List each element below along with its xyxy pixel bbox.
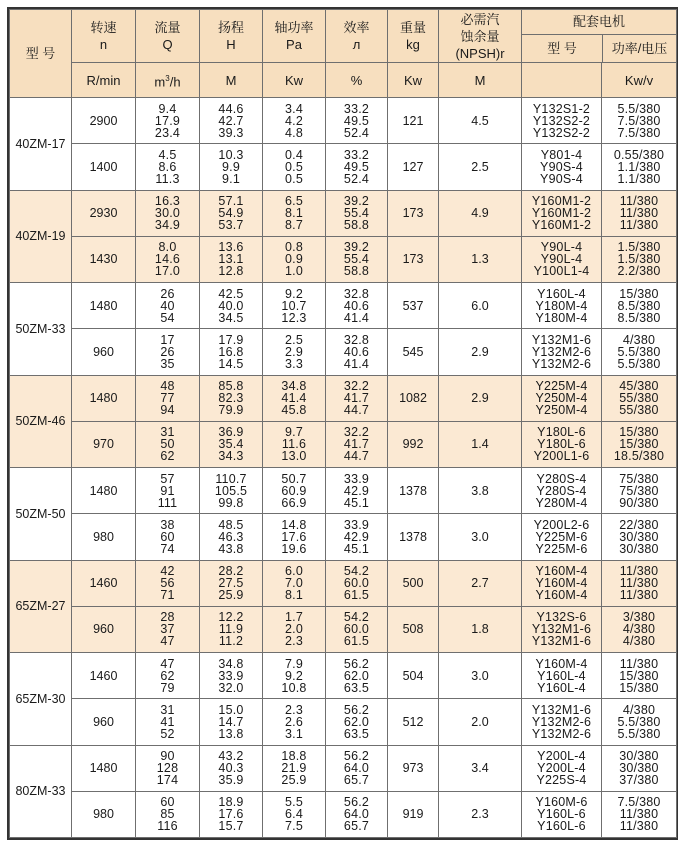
- table-row: [10, 144, 677, 190]
- head-cell: 43.2 40.3 35.9: [200, 745, 263, 791]
- npsh-cell: 4.9: [439, 190, 522, 236]
- table-row: [10, 699, 677, 745]
- speed-cell: 980: [72, 514, 136, 560]
- header-motor-power: 功率/电压: [611, 41, 668, 56]
- model-cell: 65ZM-30: [10, 653, 72, 746]
- motor-power-cell: 7.5/380 11/380 11/380: [602, 791, 677, 837]
- motor-model-cell: Y160M-4 Y160L-4 Y160L-4: [522, 653, 602, 699]
- motor-model-cell: Y132S-6 Y132M1-6 Y132M1-6: [522, 606, 602, 652]
- unit-head: M: [200, 63, 263, 98]
- unit-shaft-power: Kw: [263, 63, 326, 98]
- weight-cell: 1082: [388, 375, 439, 421]
- speed-cell: 970: [72, 421, 136, 467]
- npsh-cell: 2.9: [439, 329, 522, 375]
- table-header: [10, 10, 677, 98]
- efficiency-cell: 54.2 60.0 61.5: [326, 606, 388, 652]
- speed-cell: 960: [72, 606, 136, 652]
- npsh-cell: 6.0: [439, 283, 522, 329]
- shaft-power-cell: 1.7 2.0 2.3: [263, 606, 326, 652]
- header-speed: 转速 n: [72, 10, 136, 63]
- shaft-power-cell: 6.5 8.1 8.7: [263, 190, 326, 236]
- header-motor-title: 配套电机: [522, 10, 676, 35]
- head-cell: 36.9 35.4 34.3: [200, 421, 263, 467]
- weight-cell: 121: [388, 98, 439, 144]
- efficiency-cell: 33.2 49.5 52.4: [326, 144, 388, 190]
- unit-efficiency: %: [326, 63, 388, 98]
- motor-power-cell: 11/380 11/380 11/380: [602, 190, 677, 236]
- npsh-cell: 4.5: [439, 98, 522, 144]
- unit-weight: Kw: [388, 63, 439, 98]
- table-row: [10, 791, 677, 837]
- flow-cell: 17 26 35: [136, 329, 200, 375]
- speed-cell: 1480: [72, 375, 136, 421]
- motor-power-cell: 11/380 11/380 11/380: [602, 560, 677, 606]
- shaft-power-cell: 7.9 9.2 10.8: [263, 653, 326, 699]
- motor-power-cell: 5.5/380 7.5/380 7.5/380: [602, 98, 677, 144]
- shaft-power-cell: 6.0 7.0 8.1: [263, 560, 326, 606]
- head-cell: 28.2 27.5 25.9: [200, 560, 263, 606]
- head-cell: 44.6 42.7 39.3: [200, 98, 263, 144]
- head-cell: 17.9 16.8 14.5: [200, 329, 263, 375]
- motor-power-cell: 1.5/380 1.5/380 2.2/380: [602, 236, 677, 282]
- head-cell: 13.6 13.1 12.8: [200, 236, 263, 282]
- motor-model-cell: Y160M-6 Y160L-6 Y160L-6: [522, 791, 602, 837]
- efficiency-cell: 56.2 64.0 65.7: [326, 791, 388, 837]
- head-cell: 18.9 17.6 15.7: [200, 791, 263, 837]
- table-row: [10, 468, 677, 514]
- npsh-cell: 3.8: [439, 468, 522, 514]
- motor-power-cell: 3/380 4/380 4/380: [602, 606, 677, 652]
- weight-cell: 508: [388, 606, 439, 652]
- motor-power-cell: 22/380 30/380 30/380: [602, 514, 677, 560]
- shaft-power-cell: 34.8 41.4 45.8: [263, 375, 326, 421]
- model-cell: 80ZM-33: [10, 745, 72, 838]
- model-cell: 65ZM-27: [10, 560, 72, 653]
- flow-cell: 4.5 8.6 11.3: [136, 144, 200, 190]
- shaft-power-cell: 9.2 10.7 12.3: [263, 283, 326, 329]
- weight-cell: 500: [388, 560, 439, 606]
- motor-power-cell: 4/380 5.5/380 5.5/380: [602, 699, 677, 745]
- flow-cell: 48 77 94: [136, 375, 200, 421]
- motor-model-cell: Y200L-4 Y200L-4 Y225S-4: [522, 745, 602, 791]
- speed-cell: 2930: [72, 190, 136, 236]
- motor-model-cell: Y200L2-6 Y225M-6 Y225M-6: [522, 514, 602, 560]
- weight-cell: 537: [388, 283, 439, 329]
- efficiency-cell: 33.9 42.9 45.1: [326, 514, 388, 560]
- motor-model-cell: Y132M1-6 Y132M2-6 Y132M2-6: [522, 699, 602, 745]
- flow-cell: 57 91 111: [136, 468, 200, 514]
- motor-power-cell: 15/380 15/380 18.5/380: [602, 421, 677, 467]
- motor-model-cell: Y160L-4 Y180M-4 Y180M-4: [522, 283, 602, 329]
- weight-cell: 919: [388, 791, 439, 837]
- motor-model-cell: Y180L-6 Y180L-6 Y200L1-6: [522, 421, 602, 467]
- speed-cell: 2900: [72, 98, 136, 144]
- flow-cell: 9.4 17.9 23.4: [136, 98, 200, 144]
- weight-cell: 173: [388, 190, 439, 236]
- npsh-cell: 1.3: [439, 236, 522, 282]
- motor-power-cell: 75/380 75/380 90/380: [602, 468, 677, 514]
- efficiency-cell: 33.2 49.5 52.4: [326, 98, 388, 144]
- weight-cell: 512: [388, 699, 439, 745]
- table-row: [10, 653, 677, 699]
- speed-cell: 1480: [72, 468, 136, 514]
- speed-cell: 1400: [72, 144, 136, 190]
- pump-spec-table: [9, 9, 677, 838]
- table-row: [10, 514, 677, 560]
- npsh-cell: 2.9: [439, 375, 522, 421]
- model-cell: 50ZM-50: [10, 468, 72, 561]
- header-shaft-power: 轴功率 Pa: [263, 10, 326, 63]
- table-row: [10, 606, 677, 652]
- motor-power-cell: 45/380 55/380 55/380: [602, 375, 677, 421]
- flow-cell: 42 56 71: [136, 560, 200, 606]
- header-efficiency: 效率 л: [326, 10, 388, 63]
- flow-cell: 47 62 79: [136, 653, 200, 699]
- flow-cell: 31 41 52: [136, 699, 200, 745]
- efficiency-cell: 33.9 42.9 45.1: [326, 468, 388, 514]
- speed-cell: 1460: [72, 653, 136, 699]
- efficiency-cell: 56.2 62.0 63.5: [326, 653, 388, 699]
- motor-model-cell: Y225M-4 Y250M-4 Y250M-4: [522, 375, 602, 421]
- npsh-cell: 1.8: [439, 606, 522, 652]
- efficiency-cell: 32.2 41.7 44.7: [326, 375, 388, 421]
- table-row: [10, 375, 677, 421]
- head-cell: 15.0 14.7 13.8: [200, 699, 263, 745]
- header-flow: 流量 Q: [136, 10, 200, 63]
- head-cell: 12.2 11.9 11.2: [200, 606, 263, 652]
- motor-model-cell: Y160M1-2 Y160M1-2 Y160M1-2: [522, 190, 602, 236]
- shaft-power-cell: 3.4 4.2 4.8: [263, 98, 326, 144]
- efficiency-cell: 32.2 41.7 44.7: [326, 421, 388, 467]
- table-row: [10, 421, 677, 467]
- unit-speed: R/min: [72, 63, 136, 98]
- motor-power-cell: 0.55/380 1.1/380 1.1/380: [602, 144, 677, 190]
- head-cell: 42.5 40.0 34.5: [200, 283, 263, 329]
- table-body: [10, 98, 677, 838]
- shaft-power-cell: 0.8 0.9 1.0: [263, 236, 326, 282]
- flow-cell: 28 37 47: [136, 606, 200, 652]
- head-cell: 10.3 9.9 9.1: [200, 144, 263, 190]
- motor-power-cell: 4/380 5.5/380 5.5/380: [602, 329, 677, 375]
- efficiency-cell: 32.8 40.6 41.4: [326, 283, 388, 329]
- model-cell: 50ZM-46: [10, 375, 72, 468]
- motor-power-cell: 11/380 15/380 15/380: [602, 653, 677, 699]
- efficiency-cell: 39.2 55.4 58.8: [326, 190, 388, 236]
- npsh-cell: 2.5: [439, 144, 522, 190]
- model-cell: 50ZM-33: [10, 283, 72, 376]
- table-row: [10, 98, 677, 144]
- speed-cell: 1460: [72, 560, 136, 606]
- npsh-cell: 3.0: [439, 514, 522, 560]
- efficiency-cell: 32.8 40.6 41.4: [326, 329, 388, 375]
- npsh-cell: 2.7: [439, 560, 522, 606]
- motor-model-cell: Y160M-4 Y160M-4 Y160M-4: [522, 560, 602, 606]
- flow-cell: 26 40 54: [136, 283, 200, 329]
- flow-cell: 60 85 116: [136, 791, 200, 837]
- table-row: [10, 560, 677, 606]
- efficiency-cell: 39.2 55.4 58.8: [326, 236, 388, 282]
- unit-npsh: M: [439, 63, 522, 98]
- table-row: [10, 329, 677, 375]
- shaft-power-cell: 2.3 2.6 3.1: [263, 699, 326, 745]
- header-npsh: 必需汽 蚀余量 (NPSH)r: [439, 10, 522, 63]
- motor-power-cell: 15/380 8.5/380 8.5/380: [602, 283, 677, 329]
- npsh-cell: 3.4: [439, 745, 522, 791]
- speed-cell: 960: [72, 699, 136, 745]
- shaft-power-cell: 18.8 21.9 25.9: [263, 745, 326, 791]
- shaft-power-cell: 14.8 17.6 19.6: [263, 514, 326, 560]
- flow-cell: 38 60 74: [136, 514, 200, 560]
- head-cell: 85.8 82.3 79.9: [200, 375, 263, 421]
- speed-cell: 960: [72, 329, 136, 375]
- flow-cell: 16.3 30.0 34.9: [136, 190, 200, 236]
- unit-motor-power: Kw/v: [602, 63, 677, 98]
- head-cell: 110.7 105.5 99.8: [200, 468, 263, 514]
- shaft-power-cell: 0.4 0.5 0.5: [263, 144, 326, 190]
- weight-cell: 545: [388, 329, 439, 375]
- weight-cell: 1378: [388, 514, 439, 560]
- table-row: [10, 236, 677, 282]
- motor-model-cell: Y801-4 Y90S-4 Y90S-4: [522, 144, 602, 190]
- motor-power-cell: 30/380 30/380 37/380: [602, 745, 677, 791]
- motor-model-cell: Y132S1-2 Y132S2-2 Y132S2-2: [522, 98, 602, 144]
- shaft-power-cell: 9.7 11.6 13.0: [263, 421, 326, 467]
- weight-cell: 973: [388, 745, 439, 791]
- motor-model-cell: Y280S-4 Y280S-4 Y280M-4: [522, 468, 602, 514]
- unit-motor-model: [522, 63, 602, 98]
- weight-cell: 504: [388, 653, 439, 699]
- table-row: [10, 745, 677, 791]
- shaft-power-cell: 50.7 60.9 66.9: [263, 468, 326, 514]
- speed-cell: 1480: [72, 745, 136, 791]
- flow-cell: 8.0 14.6 17.0: [136, 236, 200, 282]
- head-cell: 48.5 46.3 43.8: [200, 514, 263, 560]
- flow-cell: 90 128 174: [136, 745, 200, 791]
- model-cell: 40ZM-17: [10, 98, 72, 191]
- efficiency-cell: 54.2 60.0 61.5: [326, 560, 388, 606]
- head-cell: 57.1 54.9 53.7: [200, 190, 263, 236]
- header-model: 型 号: [10, 10, 72, 98]
- speed-cell: 1480: [72, 283, 136, 329]
- npsh-cell: 2.0: [439, 699, 522, 745]
- pump-spec-table-frame: [7, 7, 678, 840]
- header-motor-model: 型 号: [522, 35, 603, 62]
- npsh-cell: 1.4: [439, 421, 522, 467]
- unit-flow: $m^3/h$: [136, 63, 200, 98]
- weight-cell: 173: [388, 236, 439, 282]
- weight-cell: 1378: [388, 468, 439, 514]
- shaft-power-cell: 2.5 2.9 3.3: [263, 329, 326, 375]
- weight-cell: 992: [388, 421, 439, 467]
- table-row: [10, 283, 677, 329]
- model-cell: 40ZM-19: [10, 190, 72, 283]
- efficiency-cell: 56.2 62.0 63.5: [326, 699, 388, 745]
- flow-cell: 31 50 62: [136, 421, 200, 467]
- table-row: [10, 190, 677, 236]
- motor-model-cell: Y132M1-6 Y132M2-6 Y132M2-6: [522, 329, 602, 375]
- head-cell: 34.8 33.9 32.0: [200, 653, 263, 699]
- npsh-cell: 3.0: [439, 653, 522, 699]
- speed-cell: 1430: [72, 236, 136, 282]
- header-head: 扬程 H: [200, 10, 263, 63]
- header-motor: [522, 10, 677, 63]
- header-weight: 重量 kg: [388, 10, 439, 63]
- motor-model-cell: Y90L-4 Y90L-4 Y100L1-4: [522, 236, 602, 282]
- speed-cell: 980: [72, 791, 136, 837]
- efficiency-cell: 56.2 64.0 65.7: [326, 745, 388, 791]
- shaft-power-cell: 5.5 6.4 7.5: [263, 791, 326, 837]
- npsh-cell: 2.3: [439, 791, 522, 837]
- weight-cell: 127: [388, 144, 439, 190]
